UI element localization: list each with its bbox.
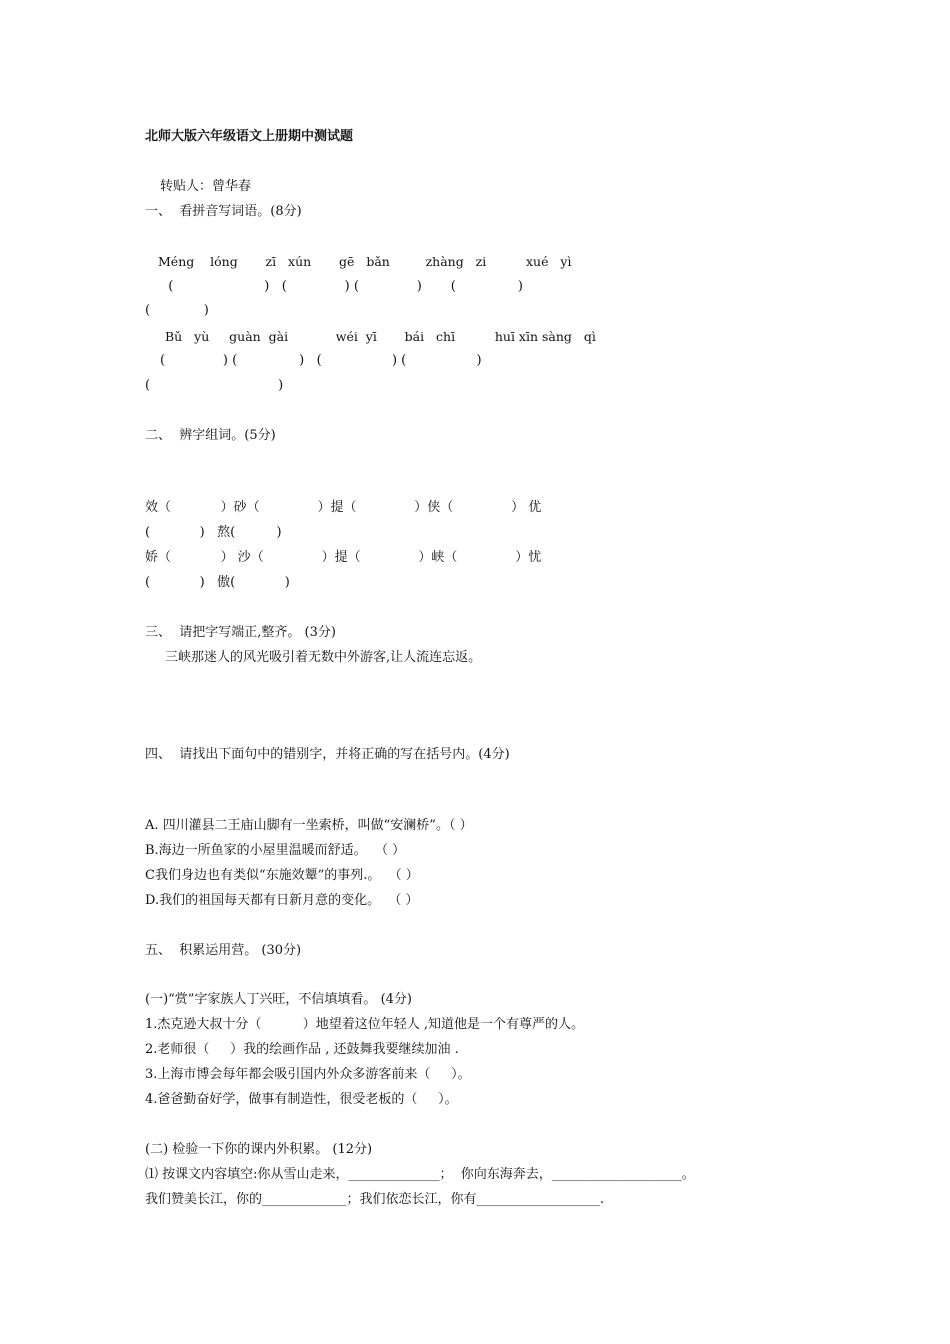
section-2-heading: 二、 辨字组词。(5分) <box>145 428 276 443</box>
copy-sentence: 三峡那迷人的风光吸引着无数中外游客,让人流连忘返。 <box>165 650 482 665</box>
section-3-heading: 三、 请把字写端正,整齐。 (3分) <box>145 625 336 640</box>
word-group-line-4: ( ) 傲( ) <box>145 575 290 590</box>
error-item-b: B.海边一所鱼家的小屋里温暖而舒适。 （ ） <box>145 843 406 858</box>
subsection-1-heading: (一)“赏”字家族人丁兴旺，不信填填看。 (4分) <box>145 992 412 1007</box>
fill-item-1: 1.杰克逊大叔十分（ ）地望着这位年轻人 ,知道他是一个有尊严的人。 <box>145 1017 584 1032</box>
fill-item-4: 4.爸爸勤奋好学，做事有制造性，很受老板的（ ）。 <box>145 1092 458 1107</box>
fill-item-2: 2.老师很（ ）我的绘画作品 , 还鼓舞我要继续加油 . <box>145 1042 459 1057</box>
error-item-c: C我们身边也有类似“东施效颦”的事列.。 （ ） <box>145 868 419 883</box>
word-group-line-1: 效（ ）砂（ ）提（ ）侠（ ） 优 <box>145 500 542 515</box>
recite-fill-line-2: 我们赞美长江，你的_____________；我们依恋长江，你有___________________. <box>145 1192 605 1207</box>
answer-parens-row-1a: ( ) ( ) ( ) ( ) <box>160 279 523 294</box>
answer-parens-row-2a: ( ) ( ) ( ) ( ) <box>160 353 482 368</box>
fill-item-3: 3.上海市博会每年都会吸引国内外众多游客前来（ ）。 <box>145 1067 471 1082</box>
pinyin-row-1: Méng lóng zī xún gē bǎn zhàng zi xué yì <box>158 254 572 269</box>
page-title: 北师大版六年级语文上册期中测试题 <box>145 129 354 144</box>
error-item-d: D.我们的祖国每天都有日新月意的变化。 （ ） <box>145 893 419 908</box>
recite-fill-line-1: ⑴ 按课文内容填空:你从雪山走来，______________； 你向东海奔去，____________________。 <box>145 1167 695 1182</box>
word-group-line-2: ( ) 熬( ) <box>145 525 282 540</box>
section-4-heading: 四、 请找出下面句中的错别字，并将正确的写在括号内。(4分) <box>145 747 510 762</box>
subsection-2-heading: (二) 检验一下你的课内外积累。 (12分) <box>145 1142 373 1157</box>
answer-parens-row-1b: ( ) <box>145 303 209 318</box>
word-group-line-3: 娇（ ） 沙（ ）提（ ）峡（ ）忧 <box>145 550 542 565</box>
section-1-heading: 一、 看拼音写词语。(8分) <box>145 204 302 219</box>
answer-parens-row-2b: ( ) <box>145 378 284 393</box>
section-5-heading: 五、 积累运用营。 (30分) <box>145 943 302 958</box>
error-item-a: A. 四川灌县二王庙山脚有一坐索桥，叫做“安澜桥”。（ ） <box>145 818 473 833</box>
pinyin-row-2: Bǔ yù guàn gài wéi yī bái chī huī xīn sàng qì <box>165 329 596 344</box>
poster-line: 转贴人：曾华春 <box>160 179 252 194</box>
